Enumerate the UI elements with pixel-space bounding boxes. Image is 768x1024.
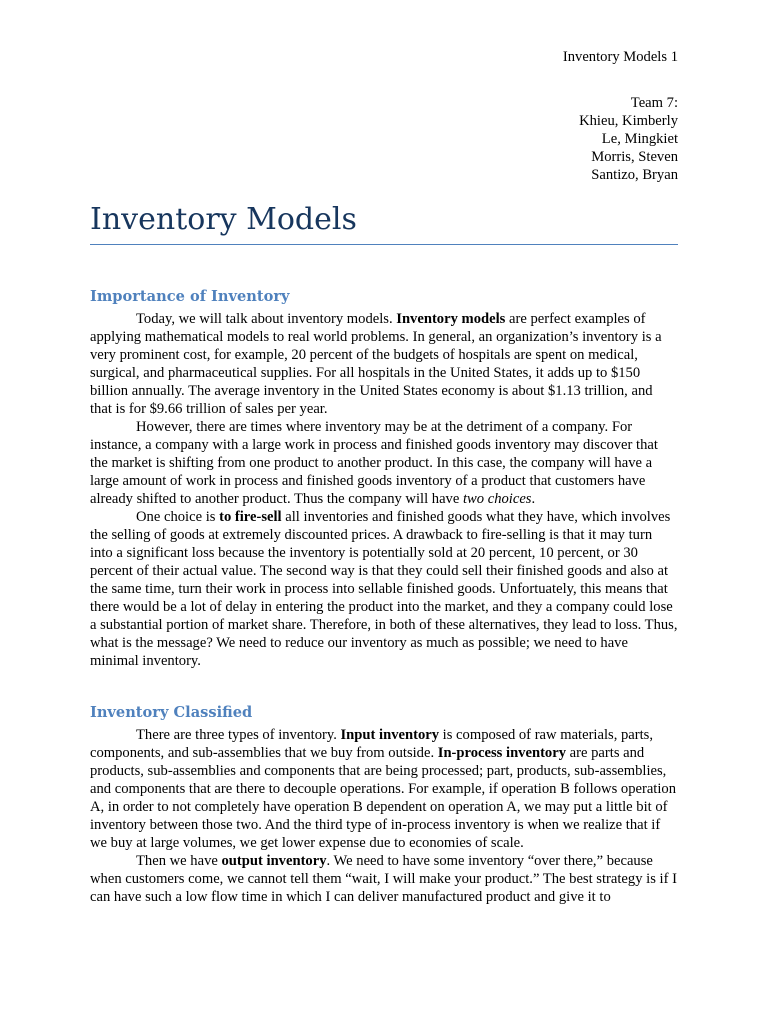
bold-term: Inventory models (396, 311, 506, 327)
bold-term: to fire-sell (219, 509, 282, 525)
paragraph-text: all inventories and finished goods what they have, which involves the selling of goods at extremely discounted prices. A drawback to fire-selling is that it may turn into a significant loss because the inventory is potentially sold at 20 percent, 10 percent, or 30 percent of their actual value. The second way is that they could sell their finished goods and also at the same time, turn their work in process into sellable finished goods. Unfortuately, this means that there would be a lot of delay in entering the product into the market, and they a company could lose a substantial portion of market share. Therefore, in both of these alternatives, they lead to loss. Thus, what is the message? We need to reduce our inventory as much as possible; we need to have minimal inventory. (90, 509, 678, 669)
team-label: Team 7: (630, 95, 678, 111)
bold-term: In-process inventory (437, 745, 567, 761)
paragraph-text: . We need to have some inventory “over there,” because when customers come, we cannot tell them “wait, I will make your product.” The best strategy is if I can have such a low flow time in which I can deliver manufactured product and give it to (90, 853, 677, 905)
body-paragraph (90, 726, 678, 852)
body-paragraph (90, 508, 678, 670)
paragraph-text: Then we have (136, 853, 222, 869)
bold-term: Input inventory (340, 727, 440, 743)
bold-term: output inventory (221, 853, 327, 869)
paragraph-text: One choice is (136, 509, 220, 525)
section-heading: Importance of Inventory (90, 288, 290, 305)
body-paragraph (90, 310, 678, 418)
section-importance-of-inventory (90, 287, 678, 670)
body-paragraph (90, 852, 678, 906)
section-inventory-classified (90, 703, 678, 906)
paragraph-text: There are three types of inventory. (136, 727, 341, 743)
paragraph-text: are parts and products, sub-assemblies and components that are being processed; part, products, sub-assemblies, and components that are there to decouple operations. For example, if operation B follows operation A, in order to not completely have operation B dependent on operation A, we may put a little bit of inventory between those two. And the third type of in-process inventory is when we realize that if we buy at large volumes, we get lower expense due to economies of scale. (90, 745, 677, 851)
author-name: Le, Mingkiet (601, 131, 678, 147)
paragraph-text: Today, we will talk about inventory models. (136, 311, 397, 327)
title-block (90, 200, 678, 245)
author-name: Morris, Steven (591, 149, 678, 165)
paragraph-text: is composed of raw materials, parts, components, and sub-assemblies that we buy from outside. (90, 727, 654, 761)
italic-term: two choices (462, 491, 532, 507)
body-paragraph (90, 418, 678, 508)
paragraph-text: However, there are times where inventory may be at the detriment of a company. For instance, a company with a large work in process and finished goods inventory may discover that the market is shifting from one product to another product. In this case, the company will have a large amount of work in process and finished goods inventory of a product that customers have already shifted to another product. Thus the company will have (90, 419, 658, 507)
author-name: Santizo, Bryan (591, 167, 678, 183)
paragraph-text: . (531, 491, 536, 507)
paragraph-text: are perfect examples of applying mathematical models to real world problems. In general, an organization’s inventory is a very prominent cost, for example, 20 percent of the budgets of hospitals are spent on medical, surgical, and pharmaceutical supplies. For all hospitals in the United States, it adds up to $150 billion annually. The average inventory in the United States economy is about $1.13 trillion, and that is for $9.66 trillion of sales per year. (90, 311, 662, 417)
author-block (579, 94, 678, 184)
running-header: Inventory Models 1 (562, 49, 678, 65)
document-title: Inventory Models (90, 202, 357, 237)
section-heading: Inventory Classified (90, 704, 253, 721)
author-name: Khieu, Kimberly (579, 113, 678, 129)
